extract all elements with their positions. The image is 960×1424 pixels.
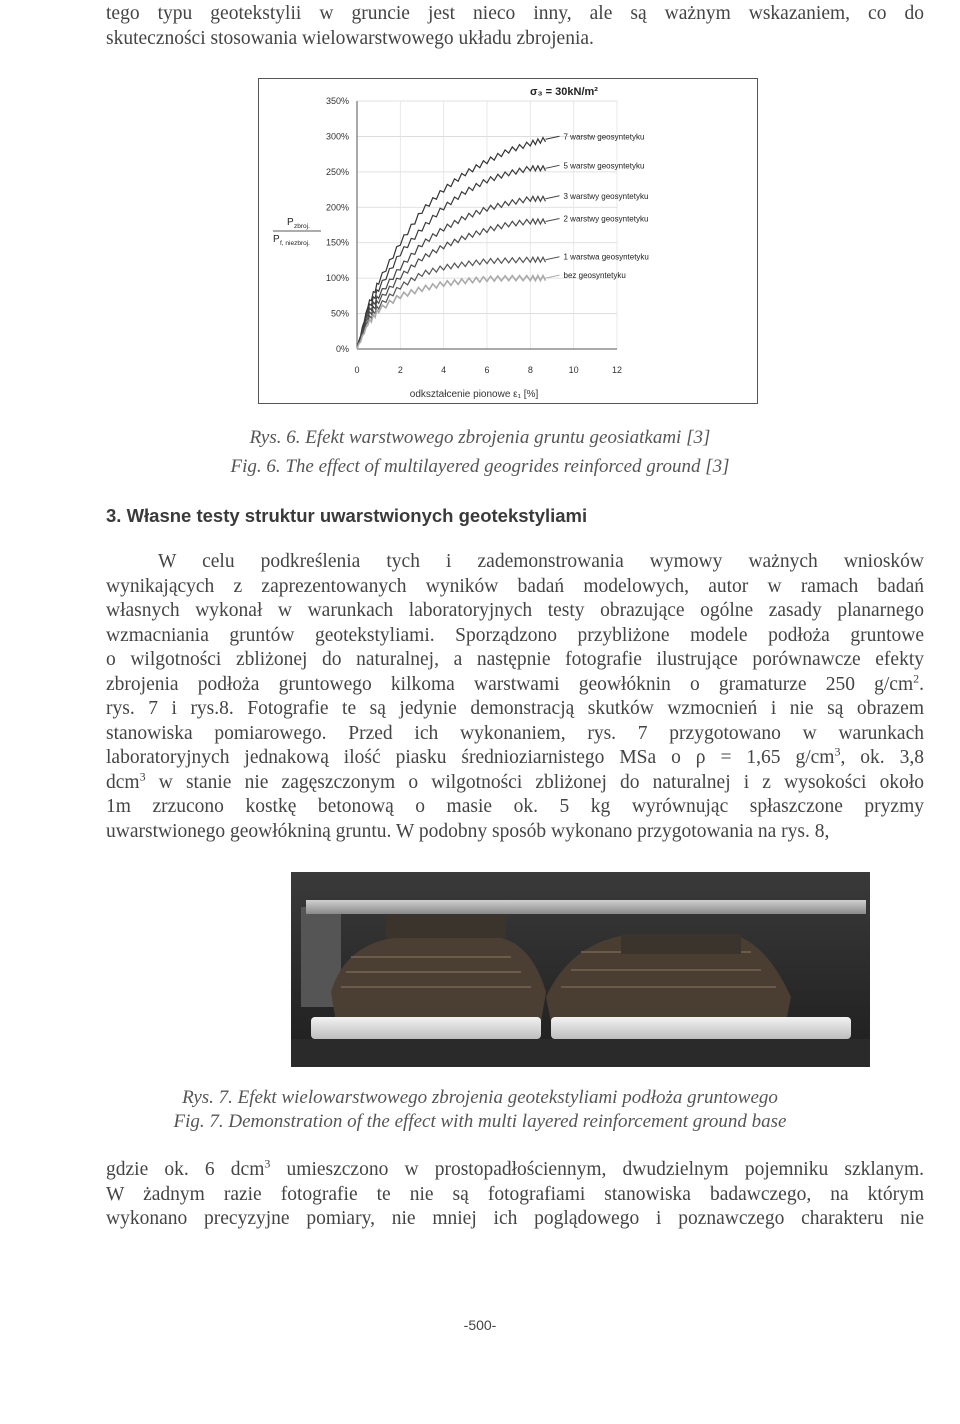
- series-line: [357, 138, 546, 350]
- intro-line: tego typu geotekstylii w gruncie jest nieco inny, ale są ważnym wskazaniem, co do: [106, 3, 924, 24]
- series-line: [357, 276, 546, 349]
- figure-6-chart: [258, 78, 758, 404]
- legend-leader: [546, 275, 560, 278]
- body-line: W celu podkreślenia tych i zademonstrowania wymowy ważnych wniosków: [158, 551, 924, 572]
- x-tick-label: 8: [527, 365, 533, 375]
- legend-leader: [546, 218, 560, 221]
- body-text: zbrojenia podłoża gruntowego kilkoma warstwami geowłóknin o gramaturze 250 g/cm: [106, 673, 914, 695]
- superscript: 2: [913, 671, 920, 685]
- x-tick-label: 12: [611, 365, 623, 375]
- body-line: stanowiska pomiarowego. Przed ich wykonaniem, rys. 7 przygotowano w warunkach: [106, 722, 924, 744]
- body-text: w stanie nie zagęszczonym o wilgotności zbliżonej do naturalnej i z wysokości około: [145, 771, 924, 793]
- legend-leader: [546, 196, 560, 199]
- superscript: 3: [264, 1156, 271, 1171]
- legend-label: 1 warstwa geosyntetyku: [563, 252, 649, 262]
- ylabel-denominator-sub: f, niezbroj.: [280, 240, 310, 247]
- figure-6-caption-pl: Rys. 6. Efekt warstwowego zbrojenia gruntu geosiatkami [3]: [249, 427, 711, 448]
- section-heading: 3. Własne testy struktur uwarstwionych geotekstyliami: [106, 505, 588, 526]
- ylabel-numerator: P: [287, 217, 294, 228]
- table-surface: [291, 1039, 870, 1067]
- figure-7-caption-en: Fig. 7. Demonstration of the effect with multi layered reinforcement ground base: [173, 1111, 787, 1132]
- chart-svg: [259, 79, 757, 403]
- chart-ylabel: [273, 217, 321, 247]
- body-text: .: [919, 673, 924, 695]
- legend-label: bez geosyntetyku: [563, 271, 626, 281]
- legend-leader: [546, 257, 560, 260]
- body-paragraph: [106, 550, 924, 844]
- legend-label: 5 warstw geosyntetyku: [563, 161, 645, 171]
- y-tick-label: 150%: [325, 237, 349, 248]
- body-line: wzmacniania gruntów geotekstyliami. Sporządzono przybliżone modele podłoża gruntowe: [106, 624, 924, 646]
- y-tick-label: 350%: [325, 96, 349, 106]
- x-tick-label: 6: [484, 365, 490, 375]
- body-text: laboratoryjnych jednakową ilość piasku średnioziarnistego MSa o ρ = 1,65 g/cm: [106, 747, 835, 768]
- intro-line: skuteczności stosowania wielowarstwowego układu zbrojenia.: [106, 27, 594, 49]
- y-tick-label: 50%: [330, 308, 349, 319]
- y-tick-label: 250%: [325, 166, 349, 177]
- figure-7-caption-pl: Rys. 7. Efekt wielowarstwowego zbrojenia geotekstyliami podłoża gruntowego: [182, 1087, 778, 1108]
- photo-illustration: [291, 872, 870, 1067]
- outro-text: gdzie ok. 6 dcm: [106, 1159, 265, 1180]
- tray-left: [311, 1017, 541, 1039]
- legend-leader: [546, 165, 560, 168]
- superscript: 3: [139, 769, 146, 783]
- series-line: [357, 166, 546, 349]
- y-tick-label: 0%: [335, 344, 349, 354]
- x-tick-label: 2: [397, 365, 403, 375]
- x-tick-label: 0: [354, 365, 360, 375]
- chart-title: σ₃ = 30kN/m²: [530, 86, 598, 98]
- outro-line: wykonano precyzyjne pomiary, nie mniej ich poglądowego i poznawczego charakteru nie: [106, 1208, 924, 1229]
- legend-label: 2 warstwy geosyntetyku: [563, 214, 649, 224]
- legend-label: 7 warstw geosyntetyku: [563, 132, 645, 142]
- body-text: , ok. 3,8: [840, 747, 924, 768]
- body-line: 1m zrzucono kostkę betonową o masie ok. 5 kg wyrównując spłaszczone pryzmy: [106, 796, 924, 817]
- body-line: [106, 673, 924, 698]
- chart-series: [357, 138, 546, 350]
- superscript: 3: [834, 744, 841, 759]
- figure-7-photo: [291, 872, 870, 1067]
- body-line: rys. 7 i rys.8. Fotografie te są jedynie demonstracją skutków wzmocnień i nie są obrazem: [106, 698, 924, 719]
- x-tick-label: 4: [441, 365, 447, 375]
- y-tick-label: 200%: [325, 202, 349, 213]
- outro-line: W żadnym razie fotografie te nie są fotografiami stanowiska badawczego, na którym: [106, 1183, 924, 1205]
- chart-legend: [546, 132, 649, 280]
- ylabel-denominator: P: [273, 234, 280, 245]
- y-tick-label: 100%: [325, 273, 349, 284]
- ylabel-numerator-sub: zbroj.: [294, 223, 310, 230]
- outro-text: umieszczono w prostopadłościennym, dwudzielnym pojemniku szklanym.: [270, 1159, 924, 1180]
- legend-label: 3 warstwy geosyntetyku: [563, 191, 649, 201]
- series-line: [357, 196, 546, 349]
- concrete-block-right: [621, 934, 741, 954]
- body-line: wynikających z zaprezentowanych wyników badań modelowych, autor w ramach badań: [106, 575, 924, 597]
- body-line: o wilgotności zbliżonej do naturalnej, a następnie fotografie ilustrujące porównawcze efekty: [106, 649, 924, 670]
- page-number: -500-: [463, 1317, 497, 1333]
- soil-sample-left: [331, 937, 546, 1022]
- body-line: [106, 746, 924, 771]
- outro-line: [106, 1158, 924, 1183]
- body-line: [106, 771, 924, 796]
- y-tick-label: 300%: [325, 131, 349, 142]
- concrete-block-left: [386, 914, 506, 938]
- x-tick-label: 10: [568, 365, 579, 375]
- body-text: dcm: [106, 771, 140, 793]
- intro-paragraph: [106, 2, 924, 51]
- chart-xlabel: odkształcenie pionowe ε₁ [%]: [409, 389, 539, 400]
- body-line: własnych wykonał w warunkach laboratoryjnych testy obrazujące ogólne zasady planarnego: [106, 600, 924, 621]
- tray-right: [551, 1017, 851, 1039]
- body-line: uwarstwionego geowłókniną gruntu. W podobny sposób wykonano przygotowania na rys. 8,: [106, 820, 830, 842]
- outro-paragraph: [106, 1158, 924, 1232]
- press-plate: [306, 900, 866, 914]
- figure-6-caption-en: Fig. 6. The effect of multilayered geogrides reinforced ground [3]: [230, 456, 730, 477]
